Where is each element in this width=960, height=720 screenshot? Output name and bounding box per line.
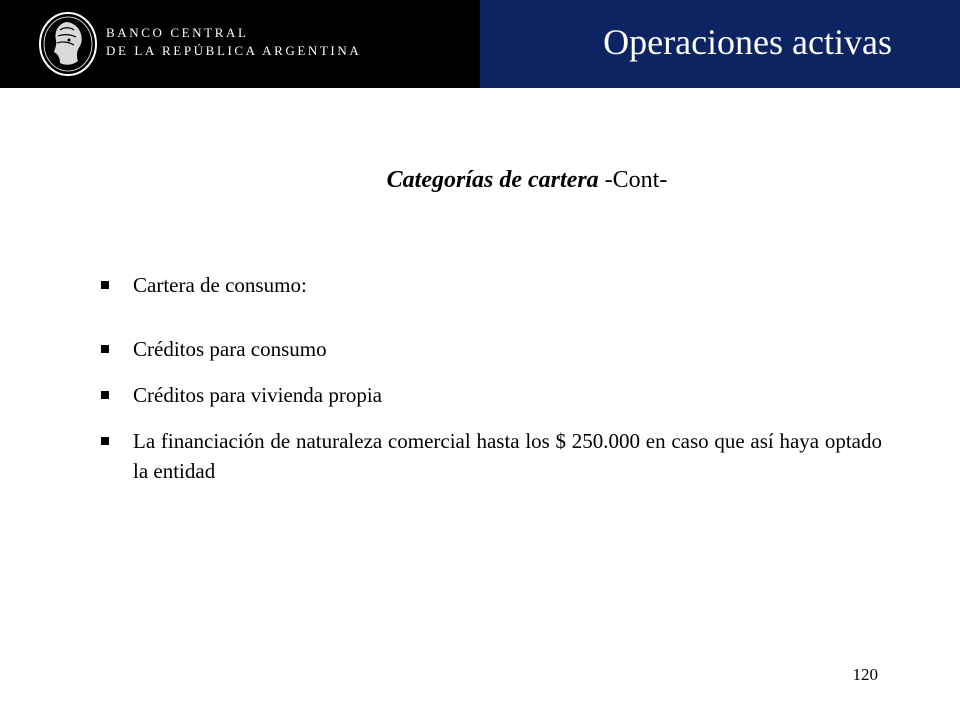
logo-line-2: DE LA REPÚBLICA ARGENTINA <box>106 43 362 58</box>
logo-text <box>106 24 361 60</box>
list-item-text: Cartera de consumo: <box>133 273 307 297</box>
page-number: 120 <box>852 665 878 684</box>
list-item <box>98 334 882 364</box>
header-logo-area <box>0 0 480 88</box>
slide-title <box>0 164 960 196</box>
list-item <box>98 270 882 300</box>
square-bullet-icon <box>101 391 109 399</box>
slide-header <box>0 0 960 88</box>
list-item <box>98 426 882 486</box>
list-item-text: Créditos para vivienda propia <box>133 383 383 407</box>
list-item-text: La financiación de naturaleza comercial hasta los $ 250.000 en caso que así haya optado la entidad <box>133 429 882 483</box>
list-item-text: Créditos para consumo <box>133 337 327 361</box>
header-title: Operaciones activas <box>603 22 892 62</box>
square-bullet-icon <box>101 437 109 445</box>
central-bank-seal-icon <box>36 10 100 78</box>
square-bullet-icon <box>101 281 109 289</box>
slide-title-main: Categorías de cartera <box>386 167 599 193</box>
bullet-list <box>98 270 882 486</box>
slide-title-suffix: -Cont- <box>604 167 668 193</box>
square-bullet-icon <box>101 345 109 353</box>
list-item <box>98 380 882 410</box>
logo-line-1: BANCO CENTRAL <box>106 25 249 40</box>
